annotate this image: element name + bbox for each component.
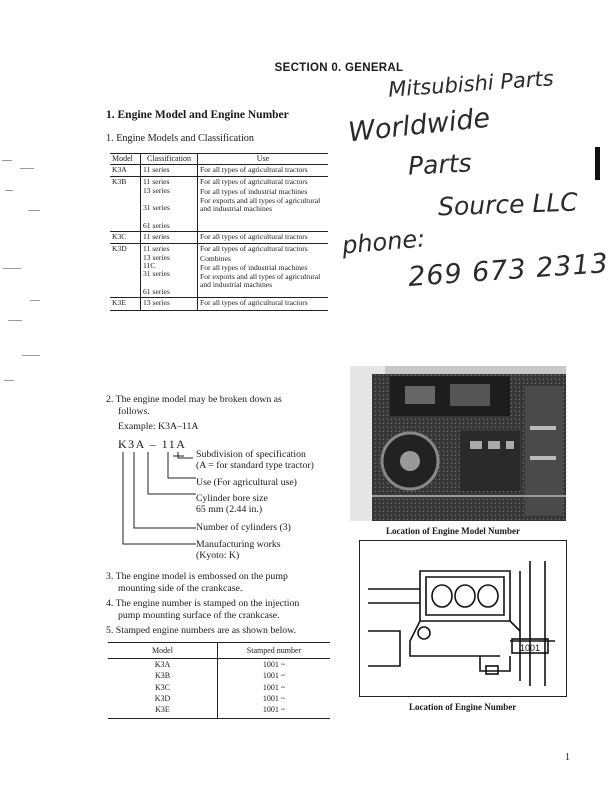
breakdown-item (196, 477, 297, 488)
table-row (108, 693, 330, 704)
paragraph-2-line2: follows. (118, 405, 150, 417)
table-row (108, 704, 330, 719)
paragraph-4-line1: 4. The engine number is stamped on the injection (106, 598, 300, 609)
class-cell: 61 series (143, 221, 170, 231)
paragraph-4 (106, 598, 336, 621)
class-cell: 11 series (143, 232, 170, 242)
use-cell: For exports and all types of agricultural and industrial machines (200, 272, 321, 290)
model-cell: K3D (110, 244, 141, 298)
handwriting-line: 269 673 2313 (407, 248, 610, 293)
example-label: Example: K3A–11A (118, 421, 199, 432)
class-cell: 11C (143, 260, 156, 270)
model-cell: K3C (108, 682, 218, 693)
heading-engine-model: 1. Engine Model and Engine Number (106, 109, 289, 121)
class-cell: 61 series (143, 287, 170, 297)
col-stamped: Stamped number (218, 643, 331, 659)
paragraph-5: 5. Stamped engine numbers are as shown below. (106, 625, 297, 636)
use-cell: For all types of agricultural tractors (200, 232, 308, 242)
breakdown-text: 65 mm (2.44 in.) (196, 504, 263, 515)
caption-engine-model: Location of Engine Model Number (386, 526, 520, 536)
scan-noise (0, 150, 60, 400)
handwriting-line: Mitsubishi Parts (387, 66, 555, 102)
breakdown-text: (A = for standard type tractor) (196, 460, 314, 471)
breakdown-text: Manufacturing works (196, 539, 281, 550)
breakdown-item (196, 539, 281, 561)
breakdown-item (196, 522, 291, 533)
table-row (110, 244, 328, 298)
engine-number-diagram (359, 540, 567, 697)
heading-models-classification: 1. Engine Models and Classification (106, 133, 254, 144)
col-model: Model (108, 643, 218, 659)
models-table (110, 153, 328, 311)
table-row (108, 682, 330, 693)
breakdown-text: Cylinder bore size (196, 493, 268, 504)
paragraph-2 (106, 394, 331, 417)
breakdown-text: Use (For agricultural use) (196, 477, 297, 488)
col-use: Use (198, 154, 329, 165)
section-title: SECTION 0. GENERAL (274, 62, 404, 74)
number-cell: 1001 ~ (262, 660, 286, 670)
breakdown-item (196, 449, 314, 471)
table-row (110, 165, 328, 177)
use-cell: Combines (200, 253, 231, 263)
breakdown-text: Number of cylinders (3) (196, 522, 291, 533)
model-cell: K3B (110, 177, 141, 232)
use-cell: For all types of industrial machines (200, 186, 308, 196)
engine-photo (350, 366, 566, 521)
table-row (108, 659, 330, 671)
use-cell: For exports and all types of agricultural and industrial machines (200, 195, 321, 214)
paragraph-3-line2: mounting side of the crankcase. (118, 582, 243, 594)
class-cell: 13 series (143, 298, 170, 308)
number-cell: 1001 ~ (262, 693, 286, 703)
handwriting-line: Source LLC (437, 187, 579, 222)
breakdown-item (196, 493, 268, 515)
breakdown-lines (118, 450, 208, 550)
paragraph-3 (106, 571, 336, 594)
col-classification: Classification (141, 154, 198, 165)
table-row (110, 232, 328, 244)
model-cell: K3B (108, 670, 218, 681)
number-cell: 1001 ~ (218, 704, 331, 719)
diagram-stamp-text: 1001 (520, 643, 541, 653)
example-code: K3A – 11A (118, 437, 187, 451)
model-cell: K3D (108, 693, 218, 704)
use-cell: For all types of industrial machines (200, 262, 308, 272)
model-cell: K3A (110, 165, 141, 177)
paragraph-4-line2: pump mounting surface of the crankcase. (118, 609, 280, 621)
number-cell: 1001 ~ (262, 682, 286, 692)
stamped-table (108, 642, 330, 719)
breakdown-text: (Kyoto: K) (196, 550, 240, 561)
model-cell: K3A (108, 659, 218, 671)
class-cell: 31 series (143, 202, 170, 212)
table-row (110, 177, 328, 232)
class-cell: 11 series (143, 165, 170, 175)
model-cell: K3E (108, 704, 218, 719)
class-cell: 13 series (143, 252, 170, 262)
table-row (110, 298, 328, 310)
handwriting-line: phone: (340, 224, 427, 260)
class-cell: 11 series (143, 244, 170, 254)
use-cell: For all types of agricultural tractors (200, 165, 308, 175)
handwriting-line: Worldwide (346, 102, 492, 149)
class-cell: 13 series (143, 185, 170, 195)
engine-number-drawing (360, 541, 565, 695)
page-number: 1 (565, 752, 570, 763)
caption-engine-number: Location of Engine Number (409, 702, 517, 712)
scan-edge-mark (595, 147, 600, 180)
breakdown-text: Subdivision of specification (196, 449, 306, 460)
model-cell: K3C (110, 232, 141, 244)
use-cell: For all types of agricultural tractors (200, 244, 308, 254)
number-cell: 1001 ~ (262, 671, 286, 681)
class-cell: 31 series (143, 269, 170, 279)
paragraph-3-line1: 3. The engine model is embossed on the pump (106, 571, 288, 582)
model-cell: K3E (110, 298, 141, 310)
handwriting-line: Parts (407, 148, 473, 181)
col-model: Model (110, 154, 141, 165)
table-row (108, 670, 330, 681)
paragraph-2-line1: 2. The engine model may be broken down as (106, 394, 282, 405)
use-cell: For all types of agricultural tractors (200, 177, 308, 187)
use-cell: For all types of agricultural tractors (200, 298, 308, 308)
class-cell: 11 series (143, 177, 170, 187)
